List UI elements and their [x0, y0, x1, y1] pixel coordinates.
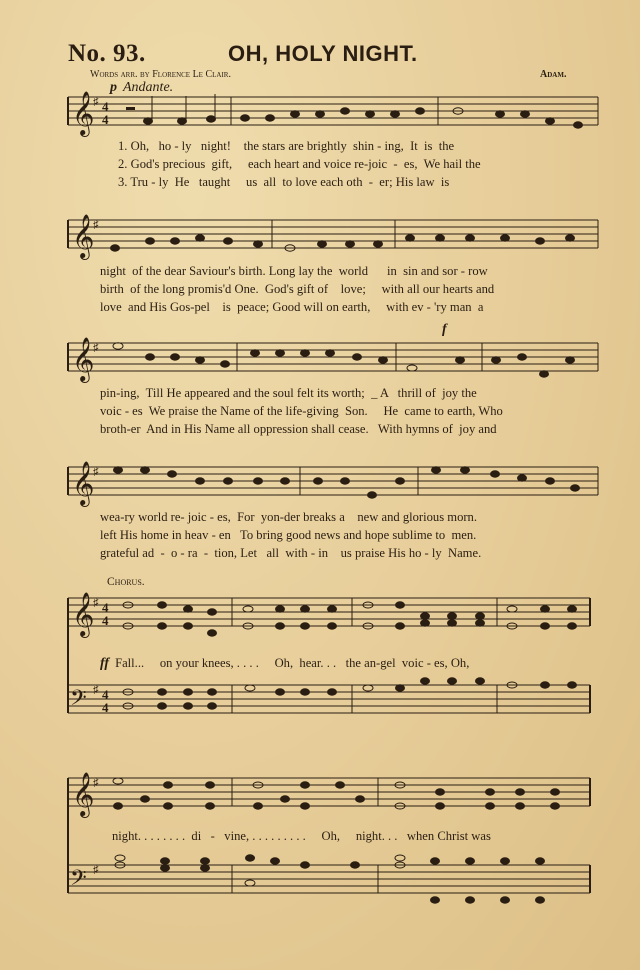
svg-text:𝄞: 𝄞: [72, 772, 95, 816]
dynamic-piano: p: [110, 80, 117, 95]
lyric-line: love and His Gos-pel is peace; Good will on earth, with ev - 'ry man a: [100, 300, 484, 314]
lyrics-system-3: [100, 384, 503, 438]
svg-text:𝄞: 𝄞: [72, 91, 95, 135]
svg-text:♯: ♯: [93, 597, 99, 609]
svg-text:𝄢: 𝄢: [70, 866, 87, 896]
lyric-line: wea-ry world re- joic - es, For yon-der breaks a new and glorious morn.: [100, 510, 478, 524]
lyric-line: left His home in heav - en To bring good news and hope sublime to men.: [100, 528, 477, 542]
hymn-number: No. 93.: [68, 40, 146, 67]
staff-system-4: [68, 461, 598, 507]
svg-text:♯: ♯: [93, 684, 99, 696]
svg-text:𝄞: 𝄞: [72, 337, 95, 381]
words-credit: Words arr. by Florence Le Clair.: [90, 69, 231, 80]
dynamic-forte: f: [442, 322, 447, 337]
svg-text:𝄢: 𝄢: [70, 686, 87, 716]
lyric-line: 3. Tru - ly He taught us all to love each oth - er; His law is: [118, 175, 450, 189]
composer-credit: Adam.: [540, 69, 567, 80]
lyric-line: birth of the long promis'd One. God's gift of love; with all our hearts and: [100, 282, 495, 296]
svg-text:4: 4: [102, 700, 109, 715]
lyrics-system-4: [100, 508, 481, 562]
lyric-line: grateful ad - o - ra - tion, Let all with - in us praise His ho - ly Name.: [100, 546, 482, 560]
svg-text:♯: ♯: [93, 466, 99, 478]
lyric-line: 2. God's precious gift, each heart and voice re-joic - es, We hail the: [118, 157, 481, 171]
lyric-line: broth-er And in His Name all oppression shall cease. With hymns of joy and: [100, 422, 497, 436]
staff-system-2: [68, 214, 598, 260]
svg-text:♯: ♯: [93, 219, 99, 231]
svg-text:♯: ♯: [93, 777, 99, 789]
svg-text:♯: ♯: [93, 864, 99, 876]
staff-system-3: [68, 337, 598, 383]
svg-text:♯: ♯: [93, 342, 99, 354]
lyric-line: night of the dear Saviour's birth. Long lay the world in sin and sor - row: [100, 264, 488, 278]
svg-text:4: 4: [102, 112, 109, 127]
hymn-title: OH, HOLY NIGHT.: [228, 41, 418, 66]
lyric-line: Fall... on your knees, . . . . Oh, hear. . . the an-gel voic - es, Oh,: [115, 656, 470, 670]
lyric-line: voic - es We praise the Name of the life-giving Son. He came to earth, Who: [100, 404, 503, 418]
svg-text:𝄞: 𝄞: [72, 592, 95, 636]
svg-text:4: 4: [102, 99, 109, 114]
lyric-line: 1. Oh, ho - ly night! the stars are brightly shin - ing, It is the: [118, 139, 455, 153]
svg-text:𝄞: 𝄞: [72, 461, 95, 505]
chorus-label: Chorus.: [107, 576, 145, 588]
svg-text:♯: ♯: [93, 96, 99, 108]
svg-text:𝄞: 𝄞: [72, 214, 95, 258]
lyrics-system-2: [100, 262, 494, 316]
lyric-line: night. . . . . . . . di - vine, . . . . . . . . . Oh, night. . . when Christ was: [112, 829, 491, 843]
lyric-line: pin-ing, Till He appeared and the soul felt its worth; _ A thrill of joy the: [100, 386, 477, 400]
tempo-text: Andante.: [123, 80, 174, 95]
svg-text:4: 4: [102, 687, 109, 702]
svg-text:4: 4: [102, 600, 109, 615]
chorus-lyrics-2: [112, 827, 491, 845]
chorus-lyrics-1: [100, 654, 469, 673]
staff-system-1: [68, 91, 598, 137]
dynamic-fortissimo: ff: [100, 656, 110, 671]
lyrics-system-1: [118, 137, 481, 191]
svg-text:4: 4: [102, 613, 109, 628]
